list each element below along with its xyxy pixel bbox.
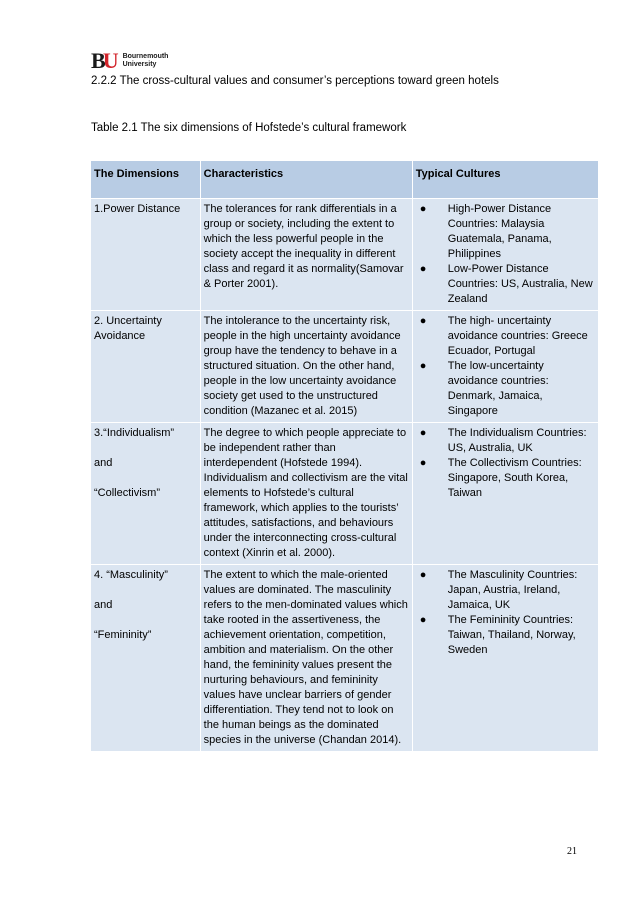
table-row — [91, 423, 599, 565]
list-item — [416, 262, 595, 307]
list-item — [416, 613, 595, 658]
dimension-label: 3.“Individualism” — [94, 427, 175, 439]
characteristics-text: The extent to which the male-oriented values are dominated. The masculinity refers to the men-dominated values which take rooted in the assertiveness, the achievement orientation, competition, ambition and materialism. On the other hand, the femininity values present the nurturing behaviours, and femininity values have unclear barriers of gender differentiation. They tend not to look on the human beings as the dominated species in the universe (Chandan 2014). — [203, 569, 408, 746]
logo-line-2: University — [122, 61, 157, 68]
table-header-row — [91, 161, 599, 199]
table-row — [91, 565, 599, 752]
culture-text: The Masculinity Countries: Japan, Austria, Ireland, Jamaica, UK — [447, 569, 578, 611]
cultures-cell — [412, 199, 598, 311]
table-row — [91, 199, 599, 311]
page-number: 21 — [567, 846, 577, 857]
culture-text: The Femininity Countries: Taiwan, Thailand, Norway, Sweden — [447, 614, 576, 656]
culture-text: The Individualism Countries: US, Australia, UK — [447, 427, 587, 454]
characteristics-text: The intolerance to the uncertainty risk, people in the high uncertainty avoidance group have the tendency to behave in a structured situation. On the other hand, people in the low uncertainty avoidance society get used to the unstructured condition (Mazanec et al. 2015) — [203, 315, 401, 417]
table-row — [91, 311, 599, 423]
hofstede-table — [90, 160, 599, 752]
list-item — [416, 359, 595, 419]
cultures-cell — [412, 311, 598, 423]
dimension-cell — [91, 565, 201, 752]
logo-line-1: Bournemouth — [122, 53, 169, 60]
culture-text: Low-Power Distance Countries: US, Australia, New Zealand — [447, 263, 593, 305]
dimension-label: 4. “Masculinity” — [94, 569, 168, 581]
characteristics-cell — [200, 565, 412, 752]
header-characteristics: Characteristics — [200, 161, 412, 199]
header-dimensions: The Dimensions — [91, 161, 201, 199]
dimension-cell — [91, 311, 201, 423]
list-item — [416, 456, 595, 501]
dimension-cell — [91, 423, 201, 565]
characteristics-cell — [200, 311, 412, 423]
culture-text: High-Power Distance Countries: Malaysia Guatemala, Panama, Philippines — [447, 203, 552, 260]
characteristics-text: The degree to which people appreciate to be independent rather than interdependent (Hofstede 1994). Individualism and collectivism are the vital elements to Hofstede’s cultural framework, which applies to the tourists’ attitudes, satisfactions, and behaviours under the interconnecting cross-cultural context (Xinrin et al. 2000). — [203, 427, 408, 559]
bullet-icon: ● — [419, 569, 427, 581]
university-logo — [91, 50, 168, 72]
dimension-label-secondary: “Femininity” — [94, 629, 152, 641]
logo-letter-u: U — [102, 48, 119, 73]
cultures-cell — [412, 423, 598, 565]
bullet-icon: ● — [419, 360, 427, 372]
list-item — [416, 426, 595, 456]
dimension-label: 1.Power Distance — [94, 203, 181, 215]
bullet-icon: ● — [419, 614, 427, 626]
section-heading: 2.2.2 The cross-cultural values and consumer’s perceptions toward green hotels — [91, 75, 499, 87]
list-item — [416, 314, 595, 359]
dimension-connector: and — [94, 457, 113, 469]
characteristics-cell — [200, 199, 412, 311]
cultures-cell — [412, 565, 598, 752]
characteristics-cell — [200, 423, 412, 565]
list-item — [416, 568, 595, 613]
bullet-icon: ● — [419, 263, 427, 275]
dimension-label-secondary: “Collectivism” — [94, 487, 160, 499]
culture-text: The Collectivism Countries: Singapore, South Korea, Taiwan — [447, 457, 582, 499]
list-item — [416, 202, 595, 262]
characteristics-text: The tolerances for rank differentials in a group or society, including the extent to which the less powerful people in the society accept the inequality in different class and regard it as normality(Samovar & Porter 2001). — [203, 203, 404, 290]
bullet-icon: ● — [419, 427, 427, 439]
dimension-connector: and — [94, 599, 113, 611]
dimension-cell — [91, 199, 201, 311]
header-typical-cultures: Typical Cultures — [412, 161, 598, 199]
logo-mark — [91, 48, 119, 73]
bullet-icon: ● — [419, 457, 427, 469]
logo-text — [123, 53, 169, 69]
culture-text: The high- uncertainty avoidance countries: Greece Ecuador, Portugal — [447, 315, 588, 357]
dimension-label: 2. Uncertainty Avoidance — [94, 315, 162, 342]
bullet-icon: ● — [419, 203, 427, 215]
bullet-icon: ● — [419, 315, 427, 327]
logo-letter-b: B — [91, 48, 106, 73]
culture-text: The low-uncertainty avoidance countries: Denmark, Jamaica, Singapore — [447, 360, 549, 417]
table-caption: Table 2.1 The six dimensions of Hofstede’s cultural framework — [91, 122, 407, 134]
